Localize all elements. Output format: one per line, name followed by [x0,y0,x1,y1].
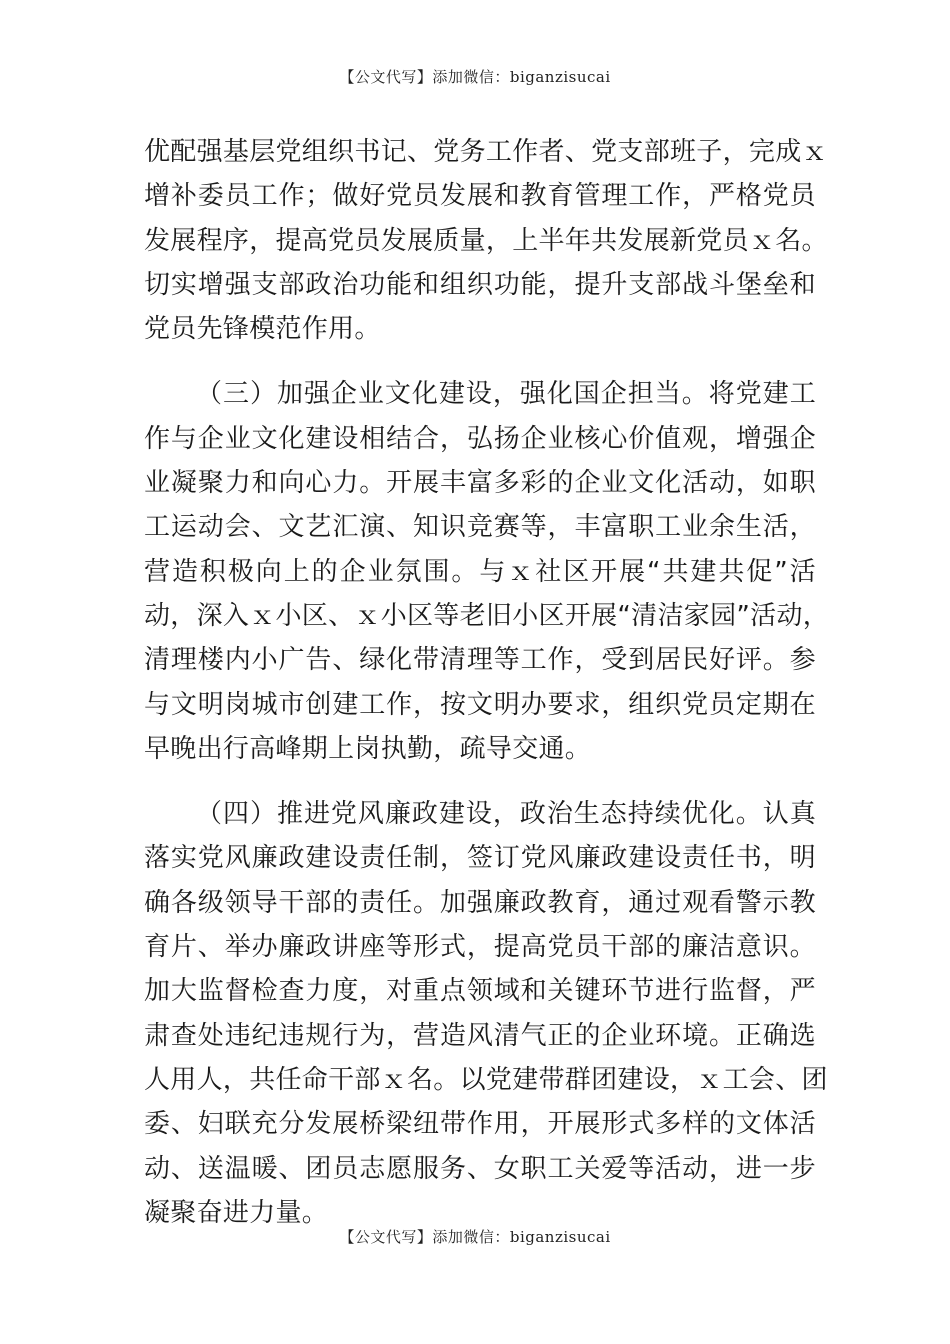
text-line: 与文明岗城市创建工作，按文明办要求，组织党员定期在 [144,689,816,720]
page-header: 【公文代写】添加微信：biganzisucai [339,68,611,86]
text-line: 营造积极向上的企业氛围。与ｘ社区开展“共建共促”活 [144,556,816,587]
text-line: 肃查处违纪违规行为，营造风清气正的企业环境。正确选 [144,1020,816,1051]
paragraph [144,792,828,1235]
text-line: 清理楼内小广告、绿化带清理等工作，受到居民好评。参 [144,645,816,676]
text-line: 加大监督检查力度，对重点领域和关键环节进行监督，严 [144,976,816,1007]
text-line: 落实党风廉政建设责任制，签订党风廉政建设责任书，明 [144,843,816,874]
section-heading-line: （四）推进党风廉政建设，政治生态持续优化。认真 [196,799,816,830]
text-line: 人用人，共任命干部ｘ名。以党建带群团建设，ｘ工会、团 [144,1064,828,1095]
text-line: 作与企业文化建设相结合，弘扬企业核心价值观，增强企 [144,423,816,454]
text-line: 优配强基层党组织书记、党务工作者、党支部班子，完成ｘ [144,137,828,167]
text-line: 动，深入ｘ小区、ｘ小区等老旧小区开展“清洁家园”活动， [144,600,830,631]
section-heading-line: （三）加强企业文化建设，强化国企担当。将党建工 [196,379,816,410]
text-line: 早晚出行高峰期上岗执勤，疏导交通。 [144,733,592,764]
text-line: 工运动会、文艺汇演、知识竞赛等，丰富职工业余生活， [144,512,816,543]
text-line: 党员先锋模范作用。 [144,314,381,345]
text-line: 切实增强支部政治功能和组织功能，提升支部战斗堡垒和 [144,269,816,300]
text-line: 委、妇联充分发展桥梁纽带作用，开展形式多样的文体活 [144,1109,816,1140]
document-body [144,130,830,1235]
text-line: 育片、举办廉政讲座等形式，提高党员干部的廉洁意识。 [144,932,816,963]
paragraph [144,130,828,351]
text-line: 业凝聚力和向心力。开展丰富多彩的企业文化活动，如职 [144,468,816,499]
text-line: 确各级领导干部的责任。加强廉政教育，通过观看警示教 [144,887,816,918]
page-footer: 【公文代写】添加微信：biganzisucai [339,1228,611,1246]
text-line: 凝聚奋进力量。 [144,1197,329,1228]
paragraph [144,372,830,771]
text-line: 增补委员工作；做好党员发展和教育管理工作，严格党员 [144,181,816,212]
text-line: 动、送温暖、团员志愿服务、女职工关爱等活动，进一步 [144,1153,816,1184]
text-line: 发展程序，提高党员发展质量，上半年共发展新党员ｘ名。 [144,225,828,256]
